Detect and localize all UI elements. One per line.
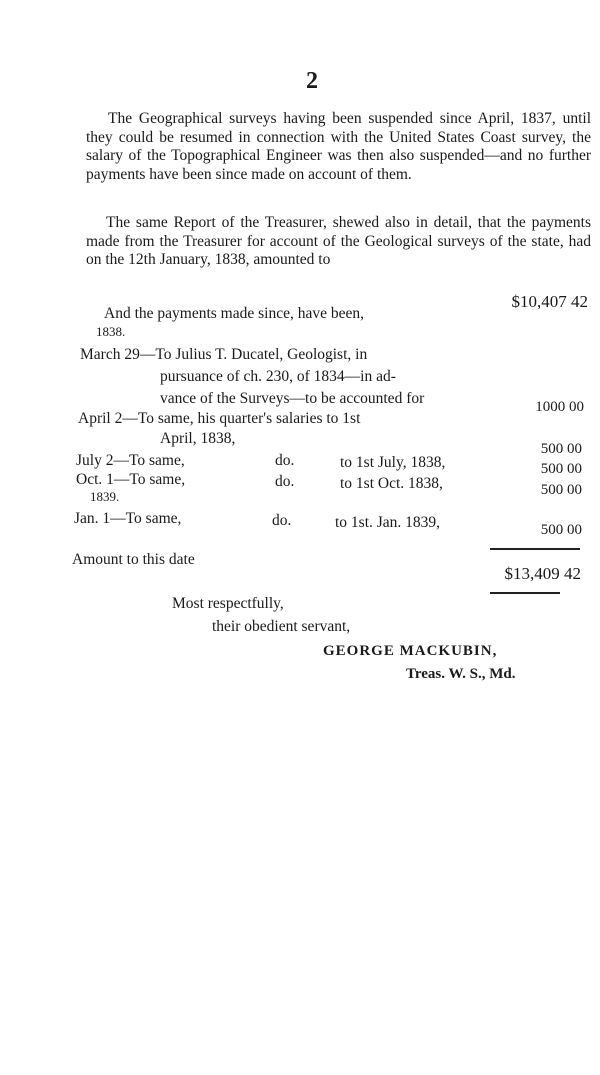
year-1839: 1839.	[90, 489, 120, 504]
entry-april-amount: 500 00	[540, 441, 582, 457]
total-amount: $13,409 42	[504, 564, 581, 583]
signature-title: Treas. W. S., Md.	[406, 666, 516, 682]
total-label: Amount to this date	[72, 551, 195, 568]
amount-initial: $10,407 42	[511, 292, 588, 311]
entry-july-amount: 500 00	[540, 461, 582, 477]
entry-march-line-1: March 29—To Julius T. Ducatel, Geologist, in	[80, 346, 368, 363]
entry-jan-to: to 1st. Jan. 1839,	[335, 514, 441, 531]
paragraph-treasurer-report: The same Report of the Treasurer, shewed also in detail, that the payments made from the Treasurer for account of the Geological surveys of the state, had on the 12th January, 1838, amounted to	[86, 214, 591, 268]
entry-oct-ditto: do.	[275, 473, 295, 490]
paragraph-geographical-surveys: The Geographical surveys having been suspended since April, 1837, until they could be resumed in connection with the United States Coast survey, the salary of the Topographical Engineer was then also suspended—and no further payments have been since made on account of them.	[86, 110, 591, 183]
entry-march-line-3: vance of the Surveys—to be accounted for	[160, 390, 425, 407]
entry-oct-date: Oct. 1—To same,	[76, 471, 186, 488]
entry-oct-amount: 500 00	[540, 482, 582, 498]
entry-july-to: to 1st July, 1838,	[340, 454, 446, 471]
total-rule-top	[490, 548, 580, 550]
entry-april-line-2: April, 1838,	[160, 430, 236, 447]
year-1838: 1838.	[96, 324, 126, 339]
total-rule-bottom	[490, 592, 560, 594]
payments-since-line: And the payments made since, have been,	[104, 305, 364, 322]
entry-jan-ditto: do.	[272, 512, 292, 529]
closing-respectfully: Most respectfully,	[172, 595, 284, 612]
entry-april-line-1: April 2—To same, his quarter's salaries to 1st	[78, 410, 361, 427]
closing-obedient-servant: their obedient servant,	[212, 618, 351, 635]
signature-name: GEORGE MACKUBIN,	[323, 643, 498, 659]
page-number: 2	[306, 68, 318, 94]
entry-oct-to: to 1st Oct. 1838,	[340, 475, 443, 492]
entry-july-date: July 2—To same,	[76, 452, 185, 469]
entry-march-amount: 1000 00	[535, 399, 584, 415]
entry-jan-amount: 500 00	[540, 522, 582, 538]
entry-march-line-2: pursuance of ch. 230, of 1834—in ad-	[160, 368, 396, 385]
entry-jan-date: Jan. 1—To same,	[74, 510, 182, 527]
entry-july-ditto: do.	[275, 452, 295, 469]
